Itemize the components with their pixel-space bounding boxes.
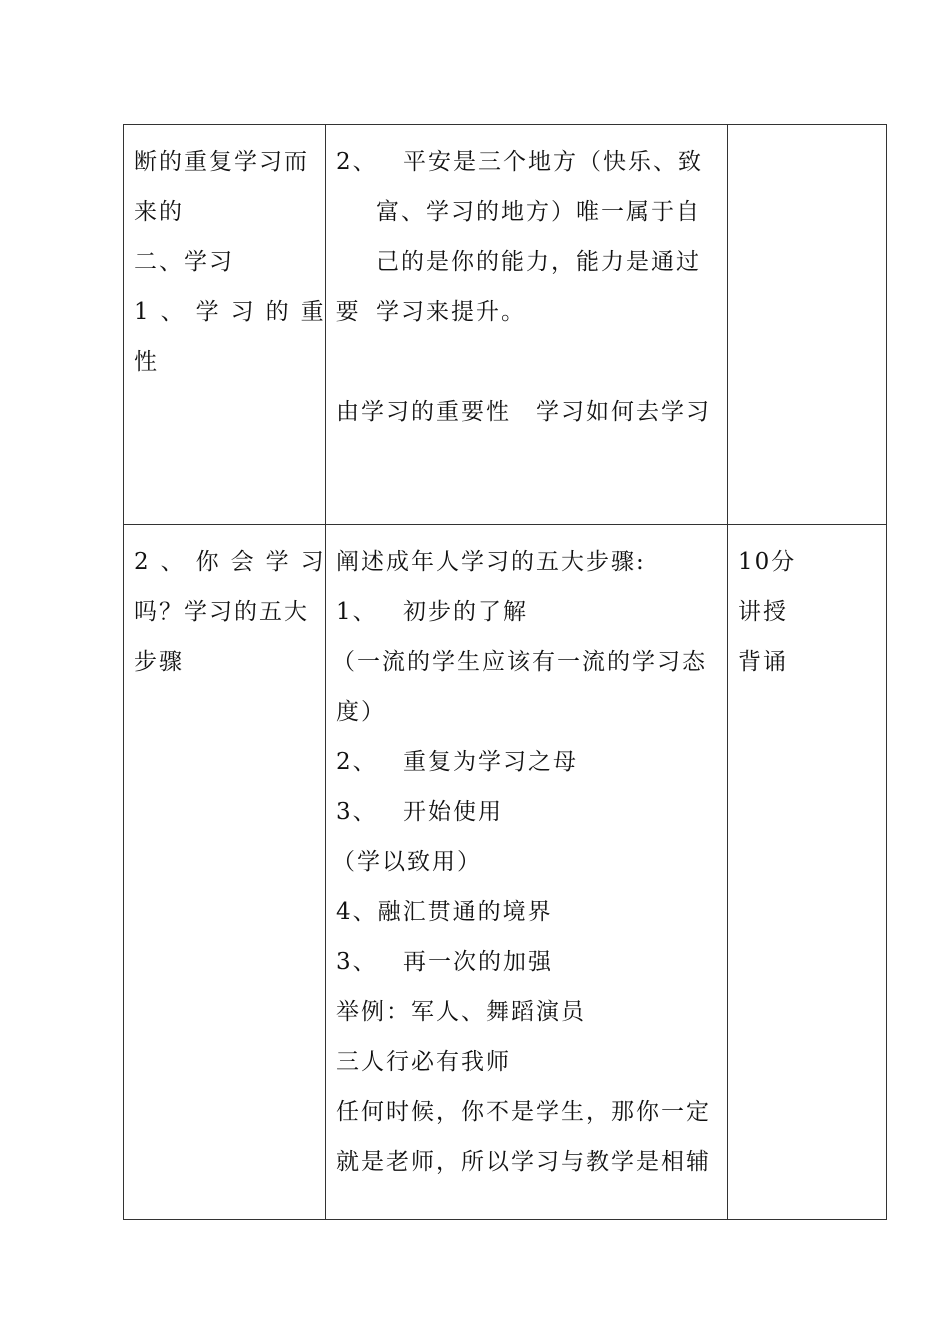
lesson-plan-table — [123, 124, 887, 1220]
note-line: 度） — [336, 699, 386, 725]
topic-cell — [124, 525, 336, 1220]
topic-line: 吗？学习的五大 — [134, 599, 309, 625]
item-text: 平安是三个地方（快乐、致 — [403, 149, 703, 175]
topic-line: 来的 — [134, 199, 184, 225]
closing-line: 就是老师，所以学习与教学是相辅 — [336, 1149, 711, 1175]
spacer — [336, 337, 719, 387]
topic-line: 断的重复学习而 — [134, 149, 309, 175]
method-label: 背诵 — [738, 649, 788, 675]
step-item — [336, 937, 719, 987]
topic-cell — [124, 125, 371, 525]
topic-line: 1、学习的重要 — [134, 299, 371, 325]
step-item — [336, 587, 719, 637]
step-text: 初步的了解 — [403, 599, 528, 625]
item-text-continued: 学习来提升。 — [376, 299, 526, 325]
duration-label: 10分 — [738, 549, 797, 575]
step-number: 3、 — [336, 949, 378, 975]
topic-line: 性 — [134, 349, 159, 375]
note-line: （一流的学生应该有一流的学习态 — [332, 649, 707, 675]
step-text: 开始使用 — [403, 799, 503, 825]
proverb-line: 三人行必有我师 — [336, 1049, 511, 1075]
table-row — [124, 525, 887, 1220]
method-label: 讲授 — [738, 599, 788, 625]
time-method-cell — [728, 125, 887, 525]
item-text-continued: 富、学习的地方）唯一属于自 — [376, 199, 701, 225]
note-line: （学以致用） — [332, 849, 482, 875]
closing-line: 任何时候，你不是学生，那你一定 — [336, 1099, 711, 1125]
example-line: 举例：军人、舞蹈演员 — [336, 999, 586, 1025]
summary-line: 由学习的重要性 学习如何去学习 — [336, 399, 711, 425]
topic-line: 2、你会学习 — [134, 549, 336, 575]
step-number: 2、 — [336, 749, 378, 775]
step-number: 1、 — [336, 599, 378, 625]
step-text: 重复为学习之母 — [403, 749, 578, 775]
step-text: 再一次的加强 — [403, 949, 553, 975]
time-method-cell — [728, 525, 887, 1220]
item-text-continued: 己的是你的能力，能力是通过 — [376, 249, 701, 275]
table-row — [124, 125, 887, 525]
step-item — [336, 787, 719, 837]
topic-line: 步骤 — [134, 649, 184, 675]
topic-line: 二、学习 — [134, 249, 234, 275]
section-heading: 阐述成年人学习的五大步骤: — [336, 549, 646, 575]
content-cell — [326, 125, 728, 525]
step-number: 3、 — [336, 799, 378, 825]
content-cell — [326, 525, 728, 1220]
step-line: 4、融汇贯通的境界 — [336, 899, 553, 925]
step-item — [336, 737, 719, 787]
item-number: 2、 — [336, 149, 378, 175]
numbered-item — [336, 137, 719, 187]
